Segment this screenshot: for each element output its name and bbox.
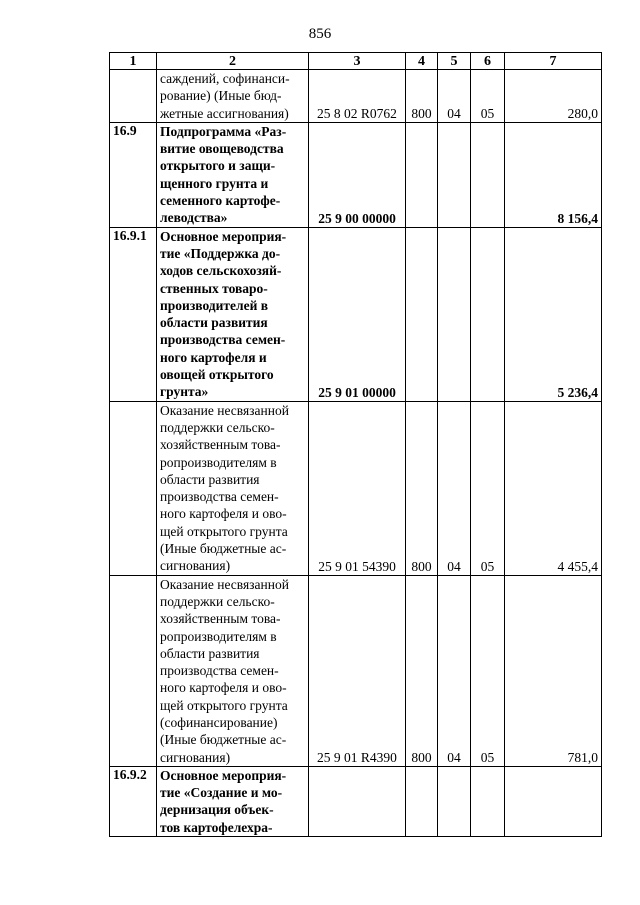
name-line: Оказание несвязанной: [160, 402, 289, 418]
name-line: щей открытого грунта: [160, 697, 288, 713]
name-line: поддержки сельско-: [160, 593, 275, 609]
budget-table: [109, 52, 602, 837]
name-line: щей открытого грунта: [160, 523, 288, 539]
code-c6: 05: [471, 70, 505, 123]
name-line: тие «Создание и мо-: [160, 785, 283, 801]
name-line: открытого и защи-: [160, 158, 276, 174]
code-c6: 05: [471, 575, 505, 766]
code-c4: [406, 122, 438, 227]
row-name: [157, 401, 309, 575]
name-line: сигнования): [160, 749, 231, 765]
name-line: области развития: [160, 471, 260, 487]
name-line: ропроизводителям в: [160, 454, 277, 470]
code-c4: 800: [406, 401, 438, 575]
code-c6: [471, 122, 505, 227]
name-line: щенного грунта и: [160, 175, 269, 191]
code-c4: [406, 227, 438, 401]
code-c4: 800: [406, 70, 438, 123]
name-line: Основное мероприя-: [160, 767, 287, 783]
row-number: 16.9.1: [110, 227, 157, 401]
amount: 8 156,4: [505, 122, 602, 227]
row-number: [110, 401, 157, 575]
amount: 280,0: [505, 70, 602, 123]
name-line: производства семен-: [160, 489, 279, 505]
budget-code: 25 9 00 00000: [309, 122, 406, 227]
name-line: поддержки сельско-: [160, 419, 275, 435]
name-line: (Иные бюджетные ас-: [160, 732, 287, 748]
amount: 781,0: [505, 575, 602, 766]
name-line: рование) (Иные бюд-: [160, 88, 282, 104]
name-line: (софинансирование): [160, 714, 278, 730]
row-number: [110, 575, 157, 766]
column-header: 4: [406, 53, 438, 70]
column-header: 5: [438, 53, 471, 70]
code-c5: 04: [438, 575, 471, 766]
name-line: (Иные бюджетные ас-: [160, 541, 287, 557]
column-header: 2: [157, 53, 309, 70]
name-line: сигнования): [160, 558, 231, 574]
budget-code: 25 9 01 54390: [309, 401, 406, 575]
name-line: ропроизводителям в: [160, 628, 277, 644]
name-line: тие «Поддержка до-: [160, 245, 281, 261]
code-c4: [406, 766, 438, 836]
name-line: ного картофеля и ово-: [160, 680, 287, 696]
name-line: саждений, софинанси-: [160, 71, 290, 86]
name-line: Основное мероприя-: [160, 228, 287, 244]
name-line: витие овощеводства: [160, 141, 284, 157]
amount: [505, 766, 602, 836]
amount: 5 236,4: [505, 227, 602, 401]
budget-code: [309, 766, 406, 836]
code-c5: 04: [438, 401, 471, 575]
name-line: хозяйственным това-: [160, 611, 281, 627]
row-name: [157, 227, 309, 401]
code-c6: [471, 766, 505, 836]
amount: 4 455,4: [505, 401, 602, 575]
name-line: ственных товаро-: [160, 280, 268, 296]
name-line: производства семен-: [160, 332, 286, 348]
name-line: производства семен-: [160, 663, 279, 679]
budget-code: 25 9 01 R4390: [309, 575, 406, 766]
name-line: овощей открытого: [160, 367, 274, 383]
row-number: 16.9.2: [110, 766, 157, 836]
budget-code: 25 9 01 00000: [309, 227, 406, 401]
code-c5: 04: [438, 70, 471, 123]
name-line: ходов сельскохозяй-: [160, 263, 282, 279]
name-line: леводства»: [160, 210, 228, 226]
column-header: 6: [471, 53, 505, 70]
name-line: производителей в: [160, 297, 269, 313]
page-number: 856: [308, 26, 332, 42]
name-line: жетные ассигнования): [160, 105, 289, 121]
name-line: Оказание несвязанной: [160, 576, 289, 592]
row-name: [157, 575, 309, 766]
name-line: области развития: [160, 315, 268, 331]
name-line: тов картофелехра-: [160, 819, 273, 835]
table-row: [110, 401, 602, 575]
code-c4: 800: [406, 575, 438, 766]
code-c6: 05: [471, 401, 505, 575]
column-header: 1: [110, 53, 157, 70]
name-line: Подпрограмма «Раз-: [160, 123, 287, 139]
name-line: ного картофеля и ово-: [160, 506, 287, 522]
name-line: дернизация объек-: [160, 802, 274, 818]
table-row: [110, 70, 602, 123]
name-line: области развития: [160, 645, 260, 661]
name-line: хозяйственным това-: [160, 437, 281, 453]
name-line: семенного картофе-: [160, 193, 281, 209]
table-body: [110, 70, 602, 837]
column-header: 3: [309, 53, 406, 70]
column-header: 7: [505, 53, 602, 70]
header-row: [110, 53, 602, 70]
name-line: грунта»: [160, 384, 209, 400]
table-row: [110, 227, 602, 401]
row-number: [110, 70, 157, 123]
code-c6: [471, 227, 505, 401]
code-c5: [438, 766, 471, 836]
row-name: [157, 122, 309, 227]
table-row: [110, 122, 602, 227]
table-row: [110, 575, 602, 766]
row-number: 16.9: [110, 122, 157, 227]
name-line: ного картофеля и: [160, 349, 267, 365]
row-name: [157, 70, 309, 123]
budget-code: 25 8 02 R0762: [309, 70, 406, 123]
code-c5: [438, 122, 471, 227]
code-c5: [438, 227, 471, 401]
row-name: [157, 766, 309, 836]
table-row: [110, 766, 602, 836]
